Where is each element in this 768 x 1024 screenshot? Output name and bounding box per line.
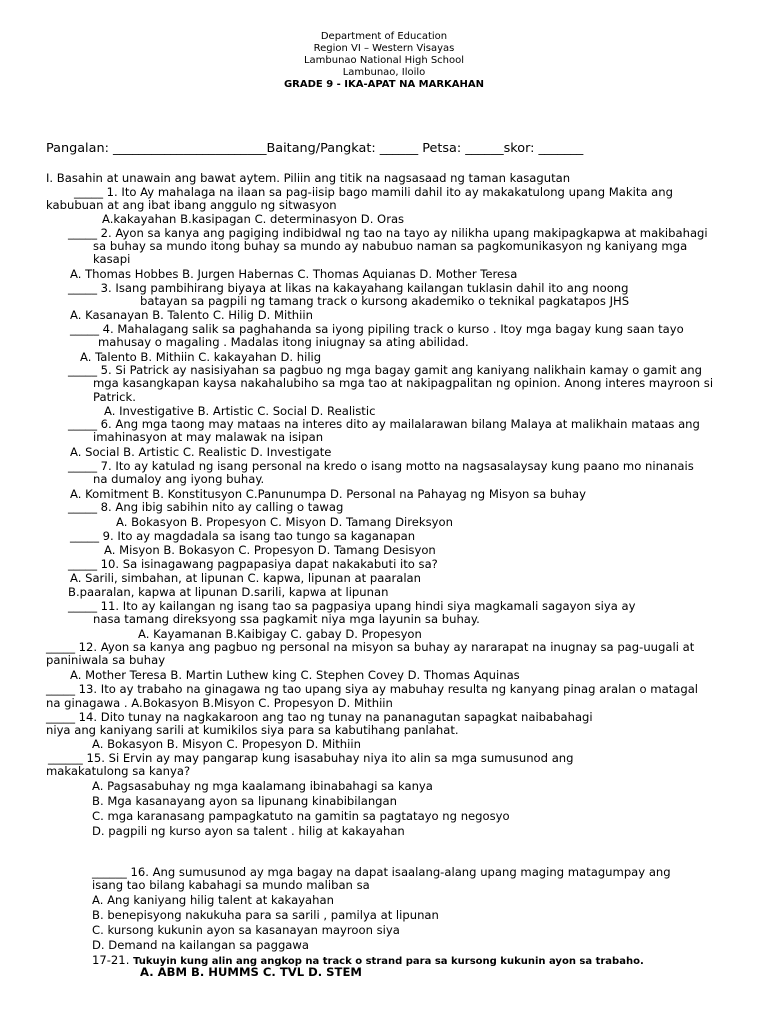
question-line: mga kasangkapan kaysa nakahalubiho sa mga tao at nakipagpalitan ng opinion. Anong interes mayroon si — [93, 376, 714, 390]
question-line: _____ 6. Ang mga taong may mataas na interes dito ay mailalarawan bilang Malaya at malikhain mataas ang — [68, 417, 700, 431]
section-title: I. Basahin at unawain ang bawat aytem. Piliin ang titik na nagsasaad ng taman kasagutan — [46, 171, 571, 185]
question-line: _____ 3. Isang pambihirang biyaya at likas na kakayahang kailangan tuklasin dahil ito ang noong — [68, 281, 629, 295]
choice-line: A. Social B. Artistic C. Realistic D. Investigate — [70, 445, 332, 459]
choice-line: A. Ang kaniyang hilig talent at kakayahan — [92, 893, 334, 907]
choice-line: A.kakayahan B.kasipagan C. determinasyon D. Oras — [102, 212, 405, 226]
question-line: mahusay o magaling . Madalas itong iniugnay sa ating abilidad. — [98, 335, 469, 349]
choice-line: A. Pagsasabuhay ng mga kaalamang ibinabahagi sa kanya — [92, 779, 433, 793]
header-location: Lambunao, Iloilo — [342, 67, 426, 78]
choice-line: A. Sarili, simbahan, at lipunan C. kapwa, lipunan at paaralan — [70, 571, 422, 585]
question-line: batayan sa pagpili ng tamang track o kursong akademiko o teknikal pagkatapos JHS — [140, 294, 630, 308]
choice-line: A. Kasanayan B. Talento C. Hilig D. Mithiin — [70, 308, 313, 322]
choice-line: A. Bokasyon B. Misyon C. Propesyon D. Mithiin — [92, 737, 361, 751]
question-line: _____ 9. Ito ay magdadala sa isang tao tungo sa kaganapan — [70, 529, 416, 543]
question-line: kasapi — [93, 252, 131, 266]
item17-instruction: Tukuyin kung alin ang angkop na track o strand para sa kursong kukunin ayon sa trabaho. — [133, 956, 644, 967]
question-line: _____ 8. Ang ibig sabihin nito ay calling o tawag — [68, 500, 344, 514]
question-line: Patrick. — [93, 390, 136, 404]
choice-line: B. benepisyong nakukuha para sa sarili , pamilya at lipunan — [92, 908, 439, 922]
choice-line: A. Misyon B. Bokasyon C. Propesyon D. Tamang Desisyon — [104, 543, 436, 557]
question-line: niya ang kaniyang sarili at kumikilos siya para sa kabutihang panlahat. — [46, 723, 459, 737]
question-line: sa buhay sa mundo itong buhay sa mundo ay nabubuo naman sa pagkomunikasyon ng kaniyang mga — [93, 239, 688, 253]
choice-line: A. Thomas Hobbes B. Jurgen Habernas C. Thomas Aquianas D. Mother Teresa — [70, 267, 518, 281]
header-school: Lambunao National High School — [303, 55, 465, 66]
question-line: ______ 15. Si Ervin ay may pangarap kung isasabuhay niya ito alin sa mga sumusunod ang — [48, 751, 574, 765]
question-line: paniniwala sa buhay — [46, 653, 166, 667]
question-line: _____ 4. Mahalagang salik sa paghahanda sa iyong pipiling track o kurso . Itoy mga bagay kung saan tayo — [70, 322, 684, 336]
question-line: _____ 13. Ito ay trabaho na ginagawa ng tao upang siya ay mabuhay resulta ng kanyang pinag aralan o matagal — [46, 682, 699, 696]
choice-line: A. Kayamanan B.Kaibigay C. gabay D. Propesyon — [138, 627, 422, 641]
item17-prefix: 17-21. — [92, 953, 134, 967]
choice-line: D. pagpili ng kurso ayon sa talent . hilig at kakayahan — [92, 824, 405, 838]
question-line: nasa tamang direksyong ssa pagkamit niya mga layunin sa buhay. — [93, 612, 480, 626]
choice-line: A. Talento B. Mithiin C. kakayahan D. hilig — [80, 350, 322, 364]
question-line: na dumaloy ang iyong buhay. — [93, 472, 265, 486]
choice-line: C. mga karanasang pampagkatuto na gamitin sa pagtatayo ng negosyo — [92, 809, 510, 823]
question-line: ______ 16. Ang sumusunod ay mga bagay na dapat isaalang-alang upang maging matagumpay ang — [92, 865, 671, 879]
question-line: na ginagawa . A.Bokasyon B.Misyon C. Propesyon D. Mithiin — [46, 696, 393, 710]
choice-line: B.paaralan, kapwa at lipunan D.sarili, kapwa at lipunan — [68, 585, 389, 599]
question-line: _____ 10. Sa isinagawang pagpapasiya dapat nakakabuti ito sa? — [68, 557, 438, 571]
question-line: imahinasyon at may malawak na isipan — [93, 430, 324, 444]
choice-line: A. Investigative B. Artistic C. Social D. Realistic — [104, 404, 376, 418]
question-line: _____ 5. Si Patrick ay nasisiyahan sa pagbuo ng mga bagay gamit ang kaniyang nalikhain kamay o gamit ang — [68, 363, 703, 377]
choice-line: D. Demand na kailangan sa paggawa — [92, 938, 309, 952]
student-info-line: Pangalan: ________________________Baitang/Pangkat: ______ Petsa: ______skor: _______ — [46, 141, 584, 156]
choice-line: A. Mother Teresa B. Martin Luthew king C. Stephen Covey D. Thomas Aquinas — [70, 668, 520, 682]
question-line: _____ 14. Dito tunay na nagkakaroon ang tao ng tunay na pananagutan sapagkat naibabahagi — [46, 710, 593, 724]
question-line: _____ 7. Ito ay katulad ng isang personal na kredo o isang motto na nagsasalaysay kung paano mo ninanais — [68, 459, 694, 473]
choice-line: A. Bokasyon B. Propesyon C. Misyon D. Tamang Direksyon — [116, 515, 453, 529]
question-line: makakatulong sa kanya? — [46, 764, 191, 778]
choice-line: C. kursong kukunin ayon sa kasanayan mayroon siya — [92, 923, 400, 937]
choice-line: B. Mga kasanayang ayon sa lipunang kinabibilangan — [92, 794, 397, 808]
question-line: _____ 12. Ayon sa kanya ang pagbuo ng personal na misyon sa buhay ay nararapat na inugnay sa pag-uugali at — [46, 640, 695, 654]
choice-line: A. Komitment B. Konstitusyon C.Panunumpa D. Personal na Pahayag ng Misyon sa buhay — [70, 487, 586, 501]
header-region: Region VI – Western Visayas — [313, 43, 455, 54]
question-line: kabubuan at ang ibat ibang anggulo ng sitwasyon — [46, 198, 337, 212]
question-line: isang tao bilang kabahagi sa mundo maliban sa — [92, 878, 370, 892]
header-grade: GRADE 9 - IKA-APAT NA MARKAHAN — [283, 79, 485, 90]
question-line: _____ 11. Ito ay kailangan ng isang tao sa pagpasiya upang hindi siya magkamali sagayon siya ay — [68, 599, 636, 613]
header-department: Department of Education — [320, 31, 448, 42]
question-line: _____ 1. Ito Ay mahalaga na ilaan sa pag-iisip bago mamili dahil ito ay makakatulong upang Makita ang — [74, 185, 673, 199]
question-line: _____ 2. Ayon sa kanya ang pagiging indibidwal ng tao na tayo ay nilikha upang makipagkapwa at makibahagi — [68, 226, 708, 240]
item17-choices: A. ABM B. HUMMS C. TVL D. STEM — [140, 965, 362, 979]
